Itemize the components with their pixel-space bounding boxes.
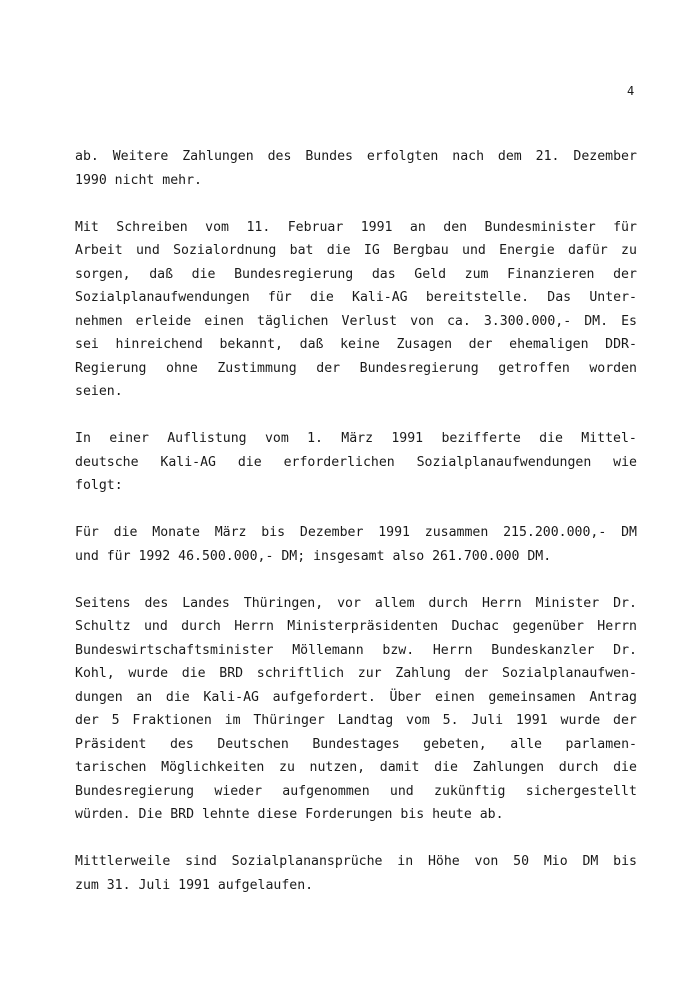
text-line: Kohl, wurde die BRD schriftlich zur Zahlung der Sozialplanaufwen-: [75, 666, 637, 681]
text-line: sei hinreichend bekannt, daß keine Zusagen der ehemaligen DDR-: [75, 337, 637, 352]
document-body: [75, 145, 637, 921]
paragraph: [75, 850, 637, 897]
text-line: tarischen Möglichkeiten zu nutzen, damit die Zahlungen durch die: [75, 760, 637, 775]
text-line: Präsident des Deutschen Bundestages gebeten, alle parlamen-: [75, 736, 637, 752]
text-line: dungen an die Kali-AG aufgefordert. Über einen gemeinsamen Antrag: [75, 689, 637, 705]
text-line: würden. Die BRD lehnte diese Forderungen bis heute ab.: [75, 807, 504, 822]
text-line: Sozialplanaufwendungen für die Kali-AG bereitstelle. Das Unter-: [75, 290, 637, 305]
text-line: 1990 nicht mehr.: [75, 172, 202, 188]
text-line: Für die Monate März bis Dezember 1991 zusammen 215.200.000,- DM: [75, 525, 637, 540]
text-line: Mittlerweile sind Sozialplanansprüche in Höhe von 50 Mio DM bis: [75, 854, 637, 869]
paragraph: [75, 592, 637, 827]
text-line: nehmen erleide einen täglichen Verlust von ca. 3.300.000,- DM. Es: [75, 313, 637, 329]
text-line: Regierung ohne Zustimmung der Bundesregierung getroffen worden: [75, 360, 637, 376]
paragraph: [75, 216, 637, 404]
paragraph: [75, 427, 637, 498]
text-line: Mit Schreiben vom 11. Februar 1991 an den Bundesminister für: [75, 219, 637, 235]
text-line: seien.: [75, 384, 123, 399]
text-line: Bundesregierung wieder aufgenommen und zukünftig sichergestellt: [75, 783, 637, 799]
paragraph: [75, 521, 637, 568]
text-line: sorgen, daß die Bundesregierung das Geld zum Finanzieren der: [75, 266, 637, 282]
text-line: der 5 Fraktionen im Thüringer Landtag vom 5. Juli 1991 wurde der: [75, 713, 637, 728]
text-line: ab. Weitere Zahlungen des Bundes erfolgten nach dem 21. Dezember: [75, 149, 637, 164]
text-line: deutsche Kali-AG die erforderlichen Sozialplanaufwendungen wie: [75, 454, 637, 470]
paragraph: [75, 145, 637, 192]
text-line: In einer Auflistung vom 1. März 1991 bezifferte die Mittel-: [75, 431, 637, 446]
text-line: Schultz und durch Herrn Ministerpräsidenten Duchac gegenüber Herrn: [75, 619, 637, 634]
page-number: 4: [627, 84, 635, 98]
text-line: und für 1992 46.500.000,- DM; insgesamt also 261.700.000 DM.: [75, 548, 552, 564]
text-line: Bundeswirtschaftsminister Möllemann bzw. Herrn Bundeskanzler Dr.: [75, 642, 637, 658]
text-line: Seitens des Landes Thüringen, vor allem durch Herrn Minister Dr.: [75, 595, 637, 611]
text-line: Arbeit und Sozialordnung bat die IG Bergbau und Energie dafür zu: [75, 243, 637, 258]
text-line: folgt:: [75, 478, 123, 493]
text-line: zum 31. Juli 1991 aufgelaufen.: [75, 877, 314, 893]
